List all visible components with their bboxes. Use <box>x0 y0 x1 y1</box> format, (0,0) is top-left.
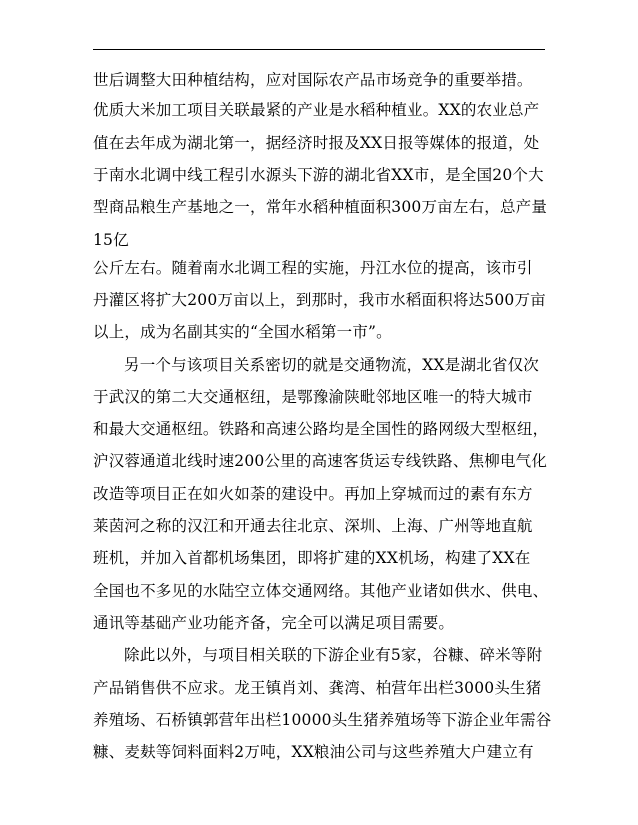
text-line: 和最大交通枢纽。铁路和高速公路均是全国性的路网级大型枢纽， <box>93 420 549 438</box>
text-line: 于南水北调中线工程引水源头下游的湖北省XX市，是全国20个大 <box>93 166 544 184</box>
text-line: 沪汉蓉通道北线时速200公里的高速客货运专线铁路、焦柳电气化 <box>93 452 548 470</box>
text-line: 公斤左右。随着南水北调工程的实施，丹江水位的提高，该市引 <box>93 259 533 277</box>
text-line: 莱茵河之称的汉江和开通去往北京、深圳、上海、广州等地直航 <box>93 517 533 535</box>
text-line: 改造等项目正在如火如荼的建设中。再加上穿城而过的素有东方 <box>93 485 533 503</box>
text-line: 通讯等基础产业功能齐备，完全可以满足项目需要。 <box>93 614 455 632</box>
text-line: 以上，成为名副其实的“全国水稻第一市”。 <box>93 323 392 341</box>
text-line: 于武汉的第二大交通枢纽，是鄂豫渝陕毗邻地区唯一的特大城市 <box>93 388 533 406</box>
text-line: 全国也不多见的水陆空立体交通网络。其他产业诸如供水、供电、 <box>93 582 549 600</box>
header-rule <box>93 49 545 50</box>
text-line: 世后调整大田种植结构，应对国际农产品市场竞争的重要举措。 <box>93 71 533 89</box>
text-line: 15亿 <box>93 231 129 249</box>
text-line: 优质大米加工项目关联最紧的产业是水稻种植业。XX的农业总产 <box>93 101 540 119</box>
text-line: 型商品粮生产基地之一，常年水稻种植面积300万亩左右，总产量 <box>93 198 548 216</box>
text-line: 养殖场、石桥镇郭营年出栏10000头生猪养殖场等下游企业年需谷 <box>93 711 552 729</box>
text-line: 丹灌区将扩大200万亩以上，到那时，我市水稻面积将达500万亩 <box>93 291 546 309</box>
text-line: 值在去年成为湖北第一，据经济时报及XX日报等媒体的报道，处 <box>93 134 540 152</box>
text-line: 班机，并加入首都机场集团，即将扩建的XX机场，构建了XX在 <box>93 549 531 567</box>
text-line: 除此以外，与项目相关联的下游企业有5家，谷糠、碎米等附 <box>124 646 543 664</box>
text-line: 糠、麦麸等饲料面料2万吨，XX粮油公司与这些养殖大户建立有 <box>93 743 534 761</box>
text-line: 另一个与该项目关系密切的就是交通物流，XX是湖北省仅次 <box>124 356 539 374</box>
text-line: 产品销售供不应求。龙王镇肖刘、龚湾、柏营年出栏3000头生猪 <box>93 679 542 697</box>
